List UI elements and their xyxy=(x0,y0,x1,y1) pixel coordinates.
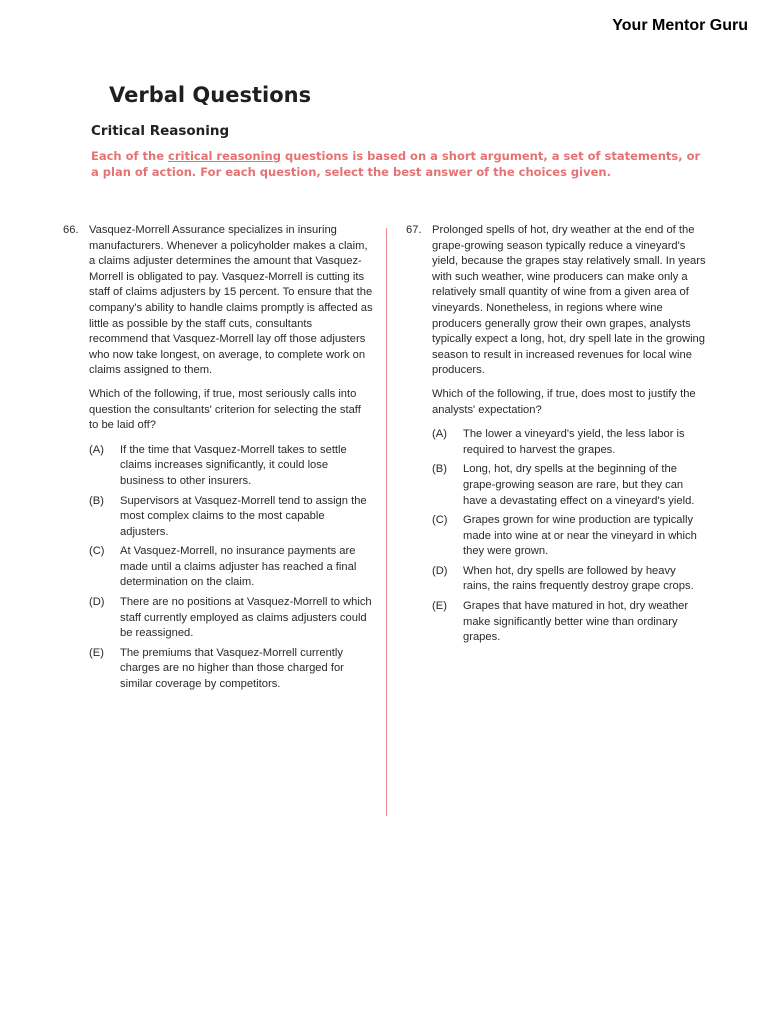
option-text: Grapes grown for wine production are typically made into wine at or near the vineyard in which they were grown. xyxy=(463,514,697,558)
page-title: Verbal Questions xyxy=(109,83,312,107)
instructions xyxy=(91,148,711,180)
question-body xyxy=(89,223,373,693)
question-stem: Which of the following, if true, does most to justify the analysts' expectation? xyxy=(432,387,696,416)
column-divider xyxy=(386,228,387,816)
question-number: 67. xyxy=(406,224,422,236)
question-passage: Vasquez-Morrell Assurance specializes in insuring manufacturers. Whenever a policyholder makes a claim, a claims adjuster determines the amount that Vasquez-Morrell is obligated to pay. Vasquez-Morrell is cutting its staff of claims adjusters by 15 percent. To ensure that the company's ability to handle claims promptly is affected as little as possible by the staff cuts, consultants recommend that Vasquez-Morrell lay off those adjusters who now take longest, on average, to complete work on claims assigned to them. xyxy=(89,224,373,377)
option-text: Grapes that have matured in hot, dry weather make significantly better wine than ordinary grapes. xyxy=(463,600,689,644)
option-letter: (A) xyxy=(89,443,104,456)
option-text: Long, hot, dry spells at the beginning of the grape-growing season are rare, but they can have a devastating effect on a vineyard's yield. xyxy=(463,463,695,507)
option-text: The premiums that Vasquez-Morrell currently charges are no higher than those charged for similar coverage by competitors. xyxy=(120,646,344,691)
answer-option-c[interactable] xyxy=(89,544,373,591)
option-letter: (A) xyxy=(432,428,447,441)
option-text: Supervisors at Vasquez-Morrell tend to assign the most complex claims to the most capable adjusters. xyxy=(120,494,367,538)
answer-option-d[interactable] xyxy=(432,564,706,595)
answer-option-b[interactable] xyxy=(89,494,373,541)
option-letter: (C) xyxy=(432,514,448,527)
option-letter: (B) xyxy=(89,494,104,507)
answer-options xyxy=(432,427,706,646)
option-letter: (C) xyxy=(89,545,105,558)
option-letter: (E) xyxy=(89,646,104,659)
question-number: 66. xyxy=(63,224,79,236)
option-letter: (B) xyxy=(432,463,447,476)
question-66 xyxy=(63,223,373,697)
section-title: Critical Reasoning xyxy=(91,123,230,139)
critical-reasoning-link[interactable]: critical reasoning xyxy=(168,149,281,163)
answer-option-e[interactable] xyxy=(89,646,373,693)
answer-option-a[interactable] xyxy=(89,443,373,490)
option-text: The lower a vineyard's yield, the less labor is required to harvest the grapes. xyxy=(463,428,685,456)
question-67 xyxy=(406,223,706,650)
option-letter: (E) xyxy=(432,600,447,613)
instructions-text-start: Each of the xyxy=(91,149,169,163)
answer-option-d[interactable] xyxy=(89,595,373,642)
option-text: If the time that Vasquez-Morrell takes to settle claims increases significantly, it could lose business to other insurers. xyxy=(120,443,347,487)
answer-option-a[interactable] xyxy=(432,427,706,458)
option-text: When hot, dry spells are followed by heavy rains, the rains frequently destroy grape crops. xyxy=(463,564,694,593)
option-text: At Vasquez-Morrell, no insurance payments are made until a claims adjuster has reached a final determination on the claim. xyxy=(120,545,357,589)
question-passage: Prolonged spells of hot, dry weather at the end of the grape-growing season typically reduce a vineyard's yield, because the grapes stay relatively small. In years with such weather, wine producers can make only a relatively small quantity of wine from a given area of vineyards. Nonetheless, in regions where wine producers generally grow their own grapes, analysts typically expect a long, hot, dry spell late in the growing season to result in increased revenues for local wine producers. xyxy=(432,224,706,377)
answer-options xyxy=(89,443,373,693)
answer-option-b[interactable] xyxy=(432,462,706,509)
option-letter: (D) xyxy=(432,564,448,577)
option-text: There are no positions at Vasquez-Morrell to which staff currently employed as claims adjusters could be reassigned. xyxy=(120,596,372,640)
answer-option-c[interactable] xyxy=(432,513,706,560)
answer-option-e[interactable] xyxy=(432,599,706,646)
option-letter: (D) xyxy=(89,596,105,609)
brand-label: Your Mentor Guru xyxy=(612,17,748,34)
question-stem: Which of the following, if true, most seriously calls into question the consultants' criterion for selecting the staff to be laid off? xyxy=(89,387,361,432)
instructions-text-end: questions is based on a short argument, a set of statements, or a plan of action. For each question, select the best answer of the choices given. xyxy=(91,149,701,179)
question-body xyxy=(432,223,706,646)
